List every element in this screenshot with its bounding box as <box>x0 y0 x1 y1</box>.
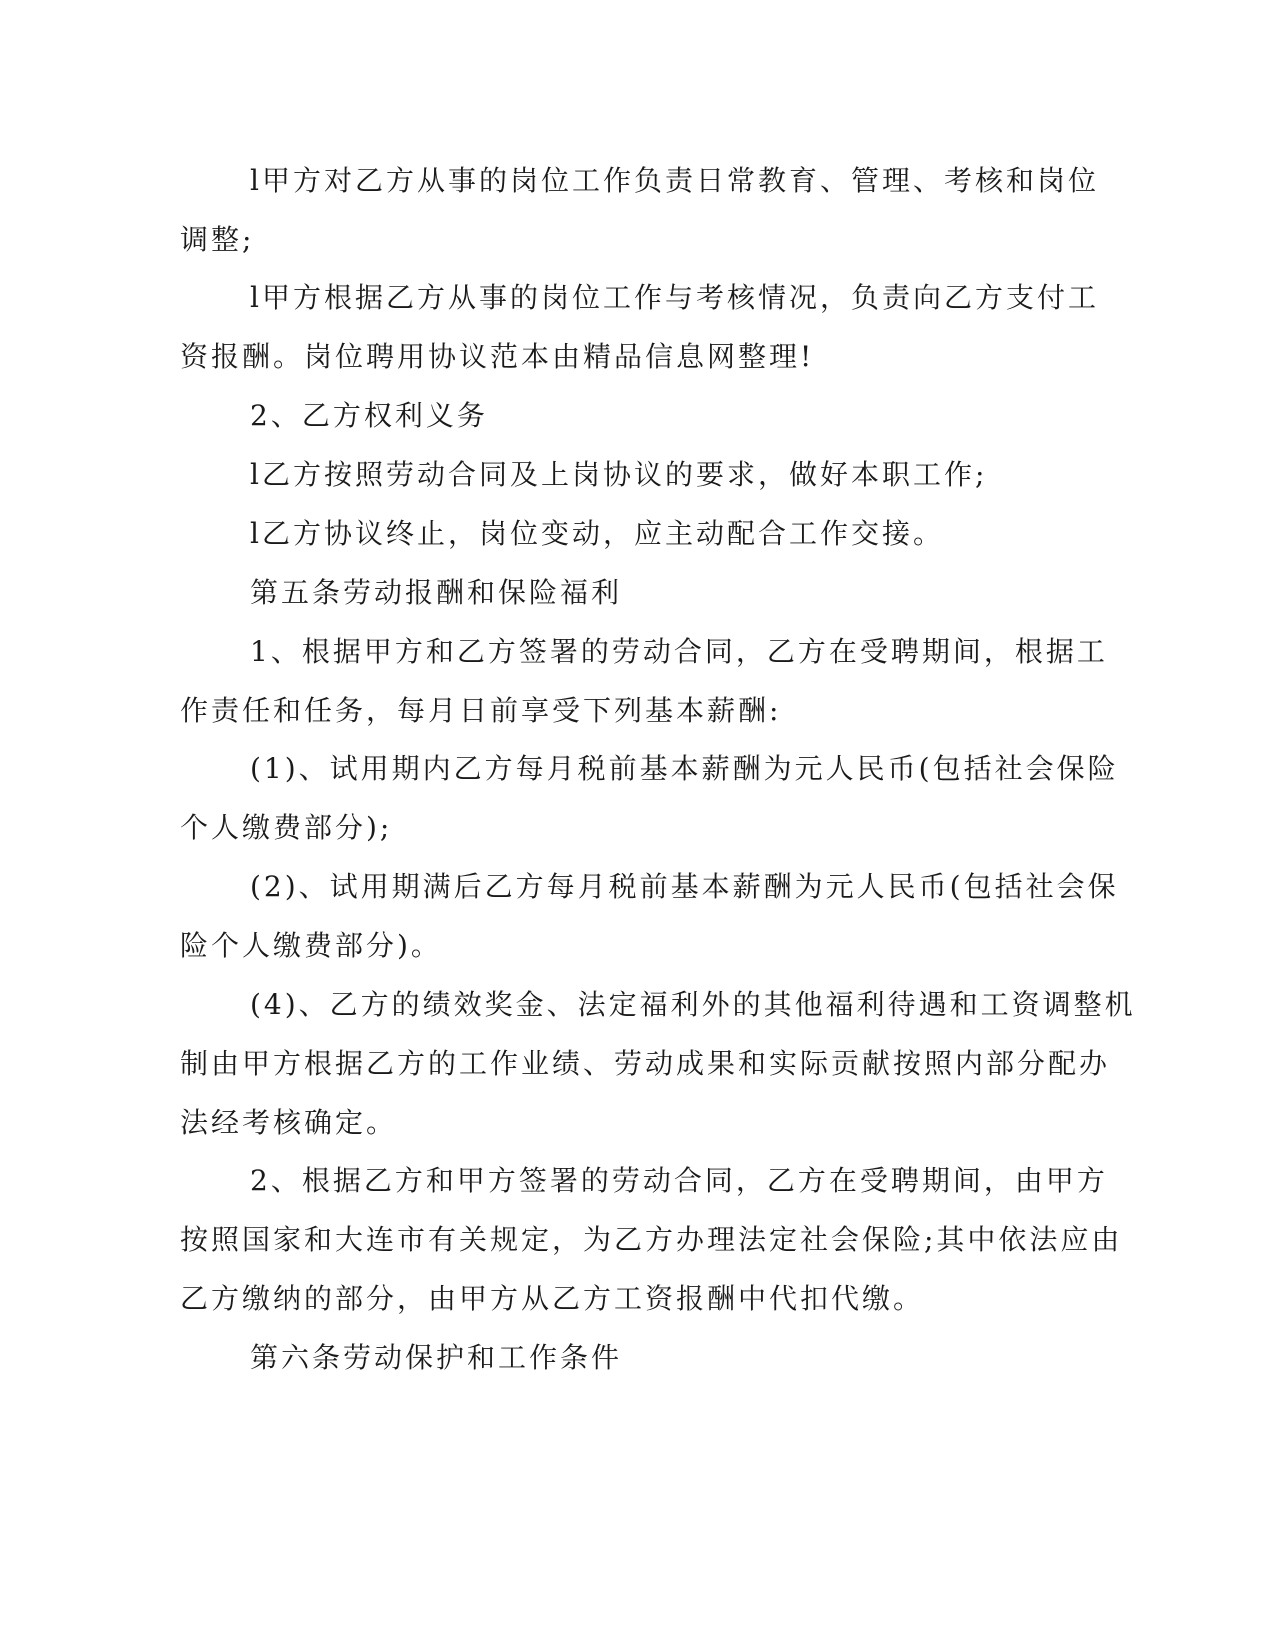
text-line: l甲方对乙方从事的岗位工作负责日常教育、管理、考核和岗位 <box>250 164 1099 197</box>
article-heading: 第六条劳动保护和工作条件 <box>250 1341 623 1374</box>
text-line: 法经考核确定。 <box>180 1106 398 1139</box>
text-line: l甲方根据乙方从事的岗位工作与考核情况，负责向乙方支付工 <box>250 281 1099 314</box>
text-line: 2、根据乙方和甲方签署的劳动合同，乙方在受聘期间，由甲方 <box>250 1164 1108 1197</box>
text-line: l乙方按照劳动合同及上岗协议的要求，做好本职工作; <box>250 458 988 491</box>
text-line: (2)、试用期满后乙方每月税前基本薪酬为元人民币(包括社会保 <box>250 870 1119 903</box>
section-heading: 2、乙方权利义务 <box>250 399 488 432</box>
text-line: 1、根据甲方和乙方签署的劳动合同，乙方在受聘期间，根据工 <box>250 635 1108 668</box>
text-line: (1)、试用期内乙方每月税前基本薪酬为元人民币(包括社会保险 <box>250 752 1119 785</box>
text-line: 资报酬。岗位聘用协议范本由精品信息网整理! <box>180 340 815 373</box>
article-heading: 第五条劳动报酬和保险福利 <box>250 576 623 609</box>
text-line: 险个人缴费部分)。 <box>180 929 442 962</box>
text-line: 乙方缴纳的部分，由甲方从乙方工资报酬中代扣代缴。 <box>180 1282 925 1315</box>
text-line: (4)、乙方的绩效奖金、法定福利外的其他福利待遇和工资调整机 <box>250 988 1136 1021</box>
text-line: 按照国家和大连市有关规定，为乙方办理法定社会保险;其中依法应由 <box>180 1223 1123 1256</box>
text-line: 作责任和任务，每月日前享受下列基本薪酬: <box>180 694 782 727</box>
text-line: 调整; <box>180 223 255 256</box>
text-line: 个人缴费部分); <box>180 811 393 844</box>
text-line: 制由甲方根据乙方的工作业绩、劳动成果和实际贡献按照内部分配办 <box>180 1047 1111 1080</box>
text-line: l乙方协议终止，岗位变动，应主动配合工作交接。 <box>250 517 944 550</box>
